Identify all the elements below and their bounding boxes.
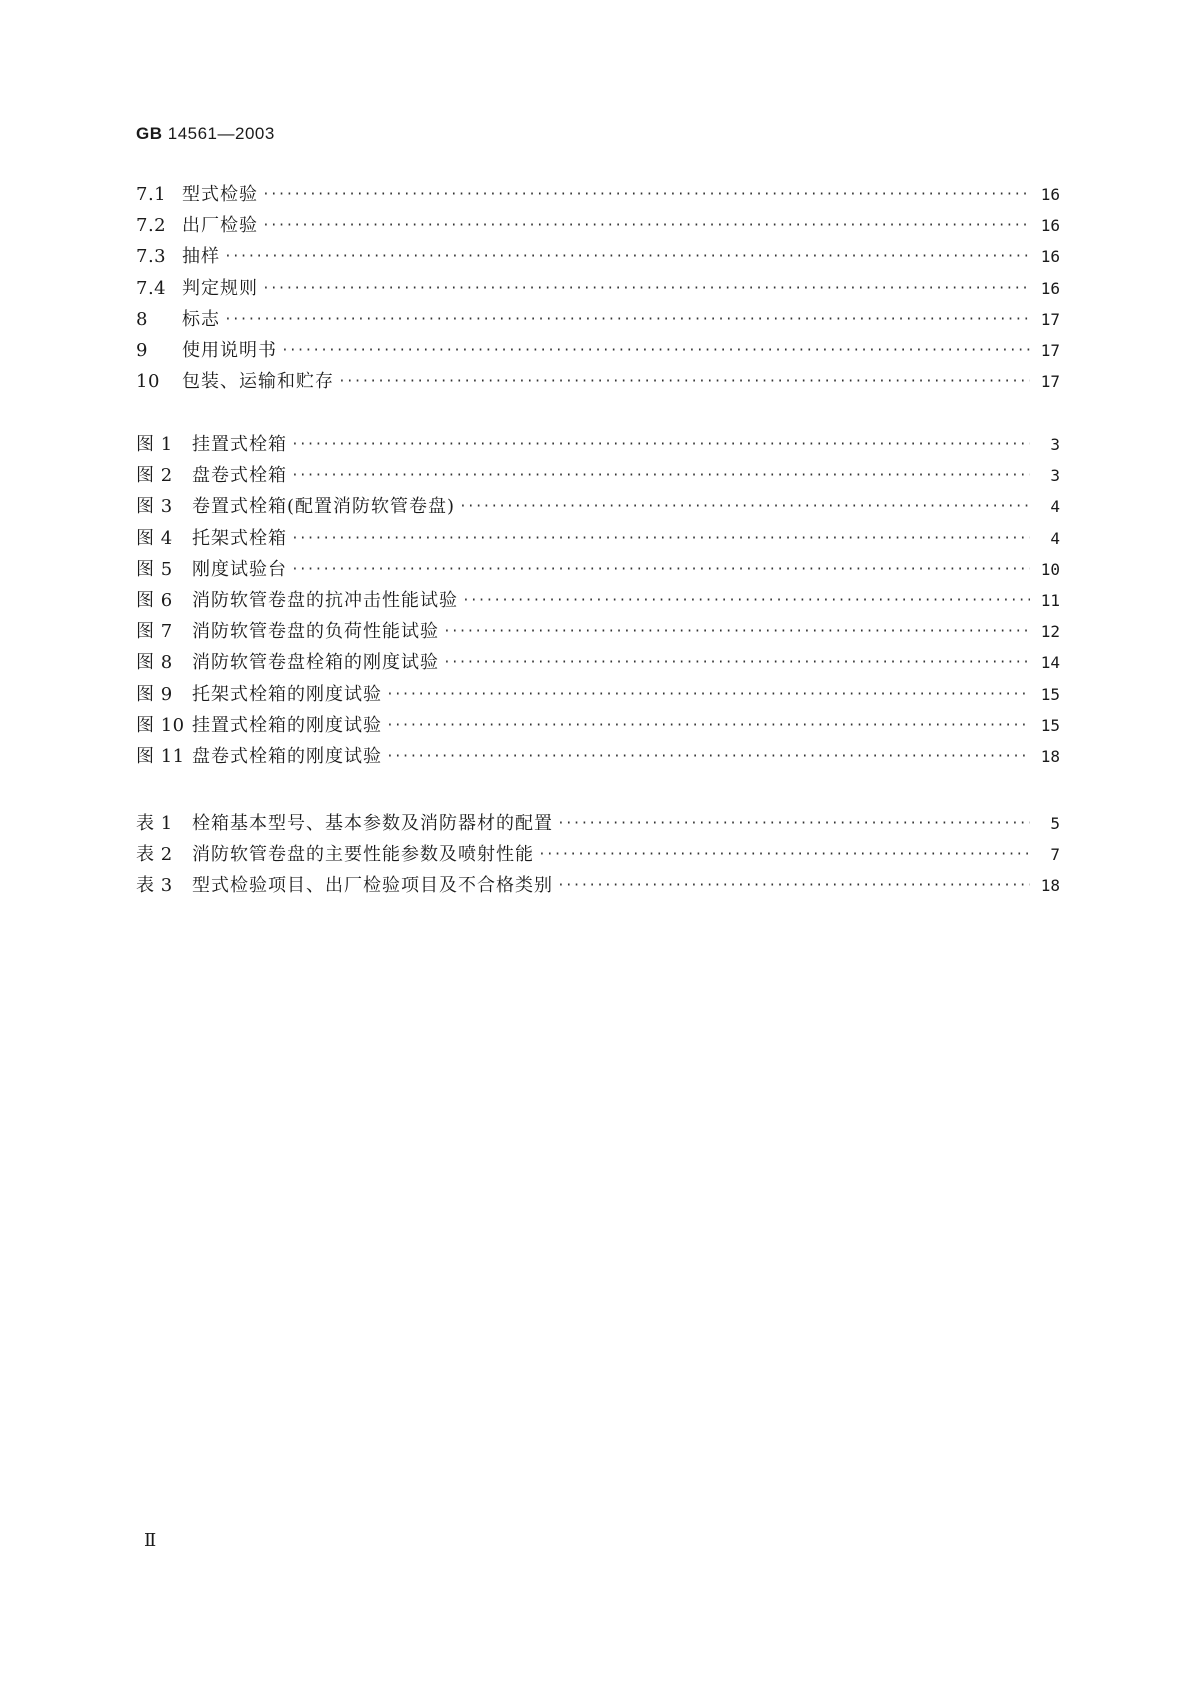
toc-entry-title: 抽样 [182, 246, 220, 268]
toc-entry-page: 16 [1040, 216, 1060, 236]
dot-leader [224, 241, 1030, 272]
toc-entry[interactable] [136, 710, 1060, 741]
toc-entry-number: 图 6 [136, 589, 173, 611]
toc-entry[interactable] [136, 647, 1060, 678]
toc-entry-number: 10 [136, 371, 160, 393]
toc-entry[interactable] [136, 616, 1060, 647]
toc-entry-number: 表 3 [136, 875, 173, 897]
dot-leader [557, 808, 1030, 839]
toc-entry[interactable] [136, 523, 1060, 554]
dot-leader [459, 491, 1030, 522]
toc-entry-title: 消防软管卷盘的主要性能参数及喷射性能 [192, 844, 534, 866]
toc-entry-page: 12 [1040, 622, 1060, 642]
toc-figures [136, 429, 1060, 772]
dot-leader [291, 554, 1030, 585]
dot-leader [262, 179, 1030, 210]
dot-leader [443, 647, 1030, 678]
toc-entry-title: 卷置式栓箱(配置消防软管卷盘) [192, 496, 456, 518]
toc-entry-page: 17 [1040, 372, 1060, 392]
dot-leader [291, 460, 1030, 491]
toc-entry-number: 图 2 [136, 465, 173, 487]
toc-entry-title: 挂置式栓箱的刚度试验 [192, 714, 382, 736]
toc-entry[interactable] [136, 210, 1060, 241]
standard-prefix: GB [136, 124, 163, 143]
toc-tables [136, 808, 1060, 902]
dot-leader [538, 839, 1030, 870]
toc-entry[interactable] [136, 304, 1060, 335]
toc-entry-number: 7.4 [136, 277, 167, 299]
toc-entry-page: 4 [1050, 528, 1060, 548]
document-header [136, 124, 275, 144]
toc-entry-page: 15 [1040, 715, 1060, 735]
toc-entry[interactable] [136, 585, 1060, 616]
toc-entry[interactable] [136, 241, 1060, 272]
toc-entry[interactable] [136, 741, 1060, 772]
toc-entry-title: 包装、运输和贮存 [182, 371, 334, 393]
toc-entry-page: 16 [1040, 185, 1060, 204]
toc-entry-number: 7.1 [136, 184, 167, 205]
dot-leader [262, 273, 1030, 304]
toc-entry-page: 15 [1040, 684, 1060, 704]
toc-entry-title: 盘卷式栓箱的刚度试验 [192, 745, 382, 767]
toc-entry[interactable] [136, 273, 1060, 304]
page-number: Ⅱ [144, 1530, 157, 1550]
toc-entry-title: 刚度试验台 [192, 558, 287, 580]
toc-entry-title: 型式检验项目、出厂检验项目及不合格类别 [192, 875, 553, 897]
toc-entry[interactable] [136, 554, 1060, 585]
dot-leader [224, 304, 1030, 335]
toc-entry-title: 出厂检验 [182, 215, 258, 237]
toc-entry-number: 表 1 [136, 813, 173, 834]
toc-entry[interactable] [136, 335, 1060, 366]
toc-entry-title: 托架式栓箱 [192, 527, 287, 549]
toc-entry-number: 8 [136, 308, 148, 330]
toc-entry-title: 消防软管卷盘的抗冲击性能试验 [192, 589, 458, 611]
dot-leader [281, 335, 1030, 366]
toc-entry-number: 表 2 [136, 844, 173, 866]
dot-leader [386, 679, 1030, 710]
toc-entry-number: 图 7 [136, 621, 173, 643]
toc-entry-number: 7.3 [136, 246, 167, 268]
toc-entry-number: 图 1 [136, 434, 173, 455]
toc-entry-number: 7.2 [136, 215, 167, 237]
toc-entry-title: 判定规则 [182, 277, 258, 299]
toc-entry-title: 挂置式栓箱 [192, 434, 287, 455]
dot-leader [443, 616, 1030, 647]
toc-entry[interactable] [136, 808, 1060, 839]
toc-sections [136, 179, 1060, 397]
toc-entry-number: 图 4 [136, 527, 173, 549]
dot-leader [386, 710, 1030, 741]
toc-entry-title: 栓箱基本型号、基本参数及消防器材的配置 [192, 813, 553, 834]
toc-entry-page: 11 [1040, 590, 1060, 610]
toc-entry-title: 盘卷式栓箱 [192, 465, 287, 487]
toc-entry-title: 使用说明书 [182, 339, 277, 361]
toc-entry-page: 17 [1040, 340, 1060, 360]
toc-entry-page: 10 [1040, 559, 1060, 579]
toc-entry-page: 18 [1040, 746, 1060, 766]
dot-leader [462, 585, 1030, 616]
toc-entry[interactable] [136, 179, 1060, 210]
toc-entry-number: 图 8 [136, 652, 173, 674]
toc-entry-page: 18 [1040, 876, 1060, 896]
toc-entry[interactable] [136, 839, 1060, 870]
dot-leader [338, 366, 1030, 397]
dot-leader [386, 741, 1030, 772]
toc-entry[interactable] [136, 679, 1060, 710]
toc-entry-number: 图 9 [136, 683, 173, 705]
toc-entry-title: 消防软管卷盘的负荷性能试验 [192, 621, 439, 643]
toc-entry-page: 17 [1040, 309, 1060, 329]
toc-entry-page: 3 [1050, 466, 1060, 486]
toc-entry-page: 5 [1050, 814, 1060, 833]
toc-entry-number: 图 11 [136, 745, 185, 767]
toc-entry[interactable] [136, 870, 1060, 901]
toc-entry-page: 4 [1050, 497, 1060, 517]
toc-entry-number: 图 5 [136, 558, 173, 580]
toc-entry-page: 16 [1040, 247, 1060, 267]
toc-entry-title: 型式检验 [182, 184, 258, 205]
toc-entry-title: 标志 [182, 308, 220, 330]
dot-leader [557, 870, 1030, 901]
toc-entry[interactable] [136, 429, 1060, 460]
toc-entry[interactable] [136, 460, 1060, 491]
dot-leader [291, 429, 1030, 460]
toc-entry-page: 3 [1050, 435, 1060, 454]
toc-entry-number: 9 [136, 339, 148, 361]
standard-code: 14561—2003 [167, 124, 275, 143]
toc-entry-page: 16 [1040, 278, 1060, 298]
toc-entry[interactable] [136, 491, 1060, 522]
toc-entry-title: 托架式栓箱的刚度试验 [192, 683, 382, 705]
toc-entry-number: 图 3 [136, 496, 173, 518]
toc-entry-number: 图 10 [136, 714, 185, 736]
toc-entry[interactable] [136, 366, 1060, 397]
toc-entry-page: 14 [1040, 653, 1060, 673]
toc-entry-title: 消防软管卷盘栓箱的刚度试验 [192, 652, 439, 674]
dot-leader [262, 210, 1030, 241]
dot-leader [291, 523, 1030, 554]
toc-entry-page: 7 [1050, 845, 1060, 865]
